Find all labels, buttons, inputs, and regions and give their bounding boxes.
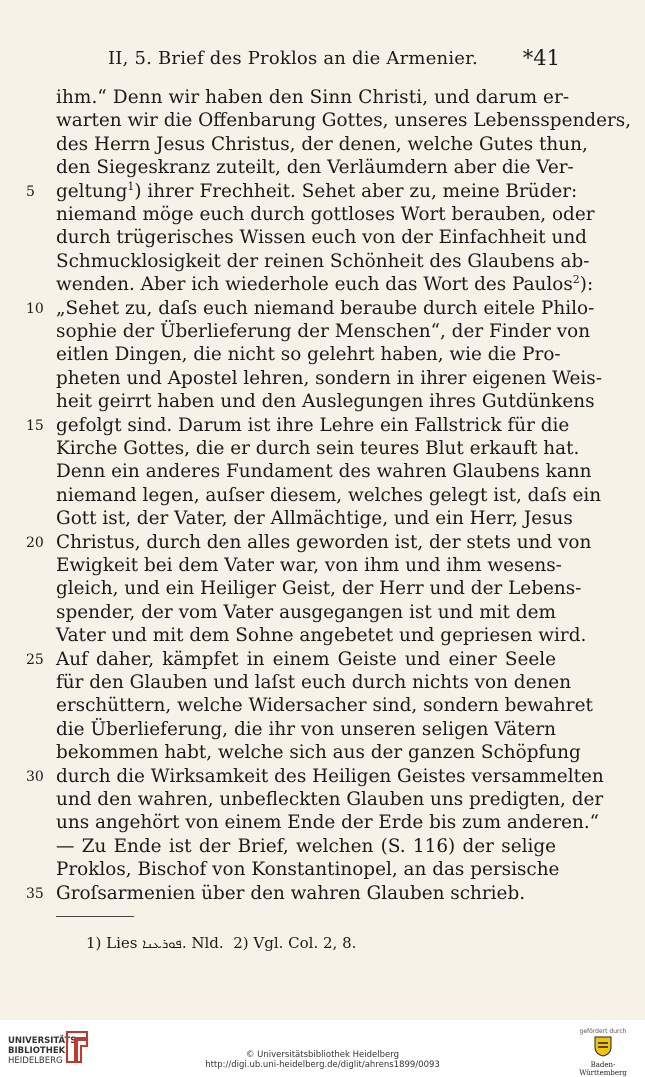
text-line: [26, 858, 560, 881]
line-text-main: „Sehet zu, daſs euch niemand beraube durch eitele Philo-: [56, 297, 595, 319]
line-text-main: wenden. Aber ich wiederhole euch das Wort des Paulos: [56, 274, 573, 296]
line-number: 30: [26, 768, 44, 785]
line-text-main: warten wir die Offenbarung Gottes, unseres Lebensspenders,: [56, 110, 632, 132]
line-text: [56, 390, 595, 413]
library-name-line1: UNIVERSITÄTS-: [8, 1036, 80, 1046]
line-text: [56, 226, 587, 249]
page-number: *41: [522, 46, 560, 70]
line-text: [56, 741, 581, 764]
line-text: [56, 297, 595, 320]
text-line: [26, 648, 556, 671]
digitization-footer: [0, 1020, 645, 1077]
line-text-main: geltung: [56, 180, 128, 202]
sponsor-label: gefördert durch: [579, 1028, 627, 1035]
line-text: [56, 671, 572, 694]
text-line: [26, 765, 604, 788]
line-text-main: heit geirrt haben und den Auslegungen ihres Gutdünkens: [56, 391, 595, 413]
line-number: 5: [26, 183, 35, 200]
line-text-main: niemand legen, auſser diesem, welches gelegt ist, daſs ein: [56, 484, 602, 506]
line-text: [56, 273, 594, 296]
line-text-main: Vater und mit dem Sohne angebetet und gepriesen wird.: [56, 625, 587, 647]
line-text: [56, 882, 556, 905]
text-line: [26, 320, 591, 343]
line-text: [56, 343, 561, 366]
text-line: [26, 343, 561, 366]
line-text-main: niemand möge euch durch gottloses Wort berauben, oder: [56, 204, 595, 225]
coat-of-arms-icon: [590, 1035, 616, 1057]
sponsor-logo[interactable]: [573, 1028, 633, 1077]
text-line: [26, 554, 562, 577]
permalink-url[interactable]: http://digi.ub.uni-heidelberg.de/diglit/ahrens1899/0093: [205, 1060, 440, 1070]
line-text-main: des Herrn Jesus Christus, der denen, welche Gutes thun,: [56, 133, 588, 155]
running-header: [108, 46, 560, 74]
line-text-main: Auf daher, kämpfet in einem Geiste und einer Seele: [56, 648, 556, 670]
line-text: [56, 624, 587, 647]
line-text: [56, 788, 604, 811]
text-line: [26, 414, 570, 437]
text-line: [26, 694, 593, 717]
text-line: [26, 835, 556, 858]
line-text: [56, 858, 560, 881]
line-text-main: durch trügerisches Wissen euch von der Einfachheit und: [56, 227, 587, 249]
text-line: [26, 811, 600, 834]
text-line: [26, 460, 592, 483]
line-text: [56, 694, 593, 717]
line-text: [56, 601, 556, 624]
text-line: [26, 203, 595, 226]
line-text: [56, 765, 604, 788]
text-line: [26, 273, 594, 296]
text-line: [26, 507, 573, 530]
text-line: [26, 718, 556, 741]
line-text: [56, 250, 590, 273]
text-line: [26, 437, 580, 460]
line-number: 35: [26, 885, 44, 902]
text-line: [26, 390, 595, 413]
line-text-main: gefolgt sind. Darum ist ihre Lehre ein Fallstrick für die: [56, 414, 570, 436]
line-number: 25: [26, 651, 44, 668]
footnote-rule: [56, 916, 134, 917]
text-line: [26, 109, 632, 132]
line-text: [56, 484, 602, 507]
line-text: [56, 507, 573, 530]
line-text: [56, 718, 556, 741]
line-text: [56, 554, 562, 577]
line-text-main: uns angehört von einem Ende der Erde bis zum anderen.“: [56, 812, 600, 834]
line-text: [56, 648, 556, 671]
line-text: [56, 460, 592, 483]
text-line: [26, 156, 574, 179]
line-text-main: erschüttern, welche Widersacher sind, sondern bewahret: [56, 695, 593, 717]
text-line: [26, 577, 582, 600]
footer-credits: [0, 1050, 645, 1070]
line-number: 20: [26, 534, 44, 551]
text-line: [26, 531, 592, 554]
line-text-main: sophie der Überlieferung der Menschen“, der Finder von: [56, 321, 591, 342]
line-text-main: Ewigkeit bei dem Vater war, von ihm und ihm wesens-: [56, 555, 562, 576]
line-number: 10: [26, 300, 44, 317]
line-text: [56, 811, 600, 834]
footnote-1-syriac-word: ܦܘܪܥܢܐ: [142, 937, 182, 952]
line-text-main: pheten und Apostel lehren, sondern in ihrer eigenen Weis-: [56, 367, 602, 389]
running-title: II, 5. Brief des Proklos an die Armenier.: [108, 48, 478, 69]
line-text: [56, 835, 556, 858]
line-text-main: Gott ist, der Vater, der Allmächtige, und ein Herr, Jesus: [56, 508, 573, 530]
line-text: [56, 414, 570, 437]
line-text: [56, 367, 602, 390]
line-text: [56, 109, 632, 132]
line-number: 15: [26, 417, 44, 434]
footnote-1-prefix: 1) Lies: [86, 934, 143, 952]
line-text-main: Kirche Gottes, die er durch sein teures Blut erkauft hat.: [56, 438, 580, 459]
line-text-rest: ) ihrer Frechheit. Sehet aber zu, meine Brüder:: [134, 180, 578, 202]
text-line: [26, 484, 602, 507]
line-text: [56, 437, 580, 460]
footnote-marker[interactable]: 2: [572, 273, 580, 287]
footnotes: [86, 934, 356, 952]
line-text-main: Denn ein anderes Fundament des wahren Glaubens kann: [56, 461, 592, 483]
line-text-main: durch die Wirksamkeit des Heiligen Geistes versammelten: [56, 765, 604, 787]
line-text-main: gleich, und ein Heiliger Geist, der Herr und der Lebens-: [56, 578, 582, 600]
text-line: [26, 788, 604, 811]
footnote-marker[interactable]: 1: [127, 179, 135, 193]
line-text-rest: ):: [579, 274, 594, 296]
text-line: [26, 741, 581, 764]
line-text-main: die Überlieferung, die ihr von unseren seligen Vätern: [56, 718, 556, 740]
line-text-main: und den wahren, unbefleckten Glauben uns predigten, der: [56, 789, 604, 810]
line-text-main: bekommen habt, welche sich aus der ganzen Schöpfung: [56, 742, 581, 764]
line-text: [56, 156, 574, 179]
line-text: [56, 531, 592, 554]
line-text-main: Christus, durch den alles geworden ist, der stets und von: [56, 531, 592, 553]
line-text: [56, 133, 588, 156]
line-text-main: für den Glauben und laſst euch durch nichts von denen: [56, 672, 572, 693]
footnote-2: 2) Vgl. Col. 2, 8.: [233, 934, 357, 952]
text-line: [26, 882, 556, 905]
text-line: [26, 133, 588, 156]
text-line: [26, 671, 572, 694]
line-text-main: Schmucklosigkeit der reinen Schönheit des Glaubens ab-: [56, 250, 590, 272]
line-text-main: Groſsarmenien über den wahren Glauben schrieb.: [56, 882, 526, 904]
text-line: [26, 226, 587, 249]
text-line: [26, 601, 556, 624]
text-line: [26, 250, 590, 273]
line-text-main: den Siegeskranz zuteilt, den Verläumdern aber die Ver-: [56, 157, 574, 179]
line-text: [56, 86, 570, 109]
sponsor-name: Baden-Württemberg: [579, 1061, 627, 1077]
copyright-text: © Universitätsbibliothek Heidelberg: [245, 1050, 399, 1060]
footnote-1-suffix: . Nld.: [181, 934, 224, 952]
library-name-line2: BIBLIOTHEK: [8, 1046, 66, 1056]
text-line: [26, 179, 578, 203]
line-text-main: eitlen Dingen, die nicht so gelehrt haben, wie die Pro-: [56, 344, 561, 366]
line-text-main: ihm.“ Denn wir haben den Sinn Christi, und darum er-: [56, 87, 570, 108]
line-text: [56, 203, 595, 226]
line-text: [56, 577, 582, 600]
line-text-main: spender, der vom Vater ausgegangen ist und mit dem: [56, 601, 556, 623]
library-name-line3: HEIDELBERG: [8, 1056, 63, 1066]
footnote-1: [86, 934, 228, 952]
text-line: [26, 367, 602, 390]
text-line: [26, 86, 570, 109]
line-text-main: Proklos, Bischof von Konstantinopel, an das persische: [56, 859, 560, 881]
text-line: [26, 624, 587, 647]
line-text-main: — Zu Ende ist der Brief, welchen (S. 116) der selige: [56, 835, 556, 857]
text-line: [26, 297, 595, 320]
line-text: [56, 320, 591, 343]
line-text: [56, 179, 578, 203]
